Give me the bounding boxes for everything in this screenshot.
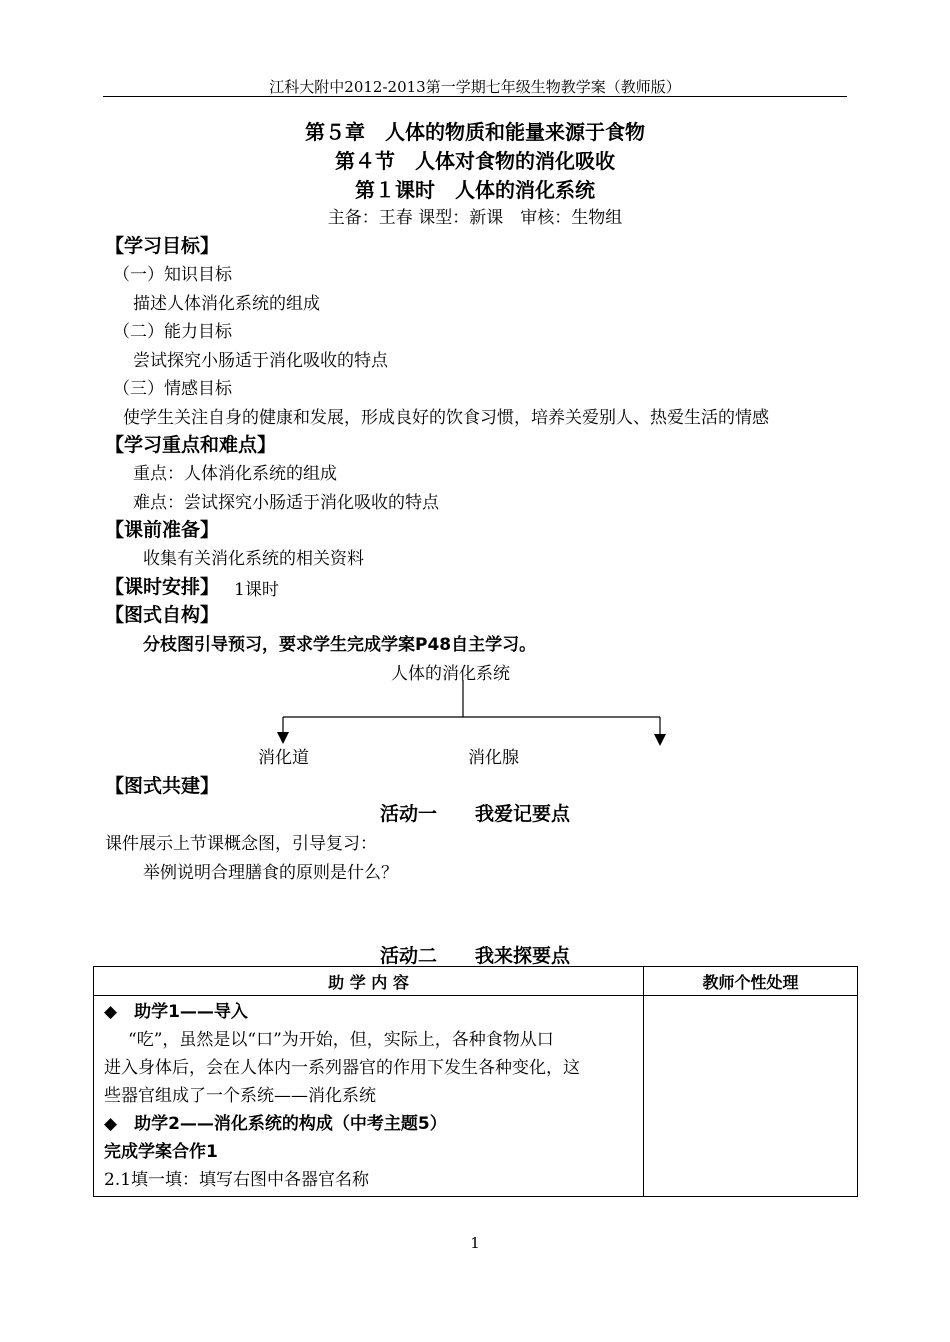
objectives-heading: 【学习目标】 xyxy=(105,235,220,257)
activity2-title: 活动二 我来探要点 xyxy=(379,945,570,967)
fill-instruction: 2.1填一填：填写右图中各器官名称 xyxy=(104,1170,370,1190)
ability-label: （二）能力目标 xyxy=(113,322,232,342)
teacher-notes-cell[interactable] xyxy=(644,996,858,1197)
running-header: 江科大附中2012-2013第一学期七年级生物教学案（教师版） xyxy=(269,78,681,96)
diagram-left-label: 消化道 xyxy=(258,748,309,768)
lesson-title: 第１课时 人体的消化系统 xyxy=(355,178,595,202)
table-header-row xyxy=(94,967,858,996)
activity1-intro: 课件展示上节课概念图，引导复习： xyxy=(105,834,377,854)
branch-connector-lines xyxy=(283,680,660,736)
section-title: 第４节 人体对食物的消化吸收 xyxy=(335,149,615,173)
help1-title: ◆ 助学1——导入 xyxy=(104,1002,248,1022)
col-header-teacher: 教师个性处理 xyxy=(644,967,858,996)
ability-text: 尝试探究小肠适于消化吸收的特点 xyxy=(133,351,388,371)
col-header-content: 助 学 内 容 xyxy=(94,967,644,996)
coop-title: 完成学案合作1 xyxy=(104,1142,218,1162)
help2-title: ◆ 助学2——消化系统的构成（中考主题5） xyxy=(104,1114,447,1134)
right-arrowhead xyxy=(654,734,666,746)
content-cell xyxy=(94,996,644,1197)
activity1-title: 活动一 我爱记要点 xyxy=(379,803,570,825)
emotion-label: （三）情感目标 xyxy=(113,379,232,399)
help1-line-3: 些器官组成了一个系统——消化系统 xyxy=(104,1086,376,1106)
difficulty-text: 难点：尝试探究小肠适于消化吸收的特点 xyxy=(133,493,439,513)
help1-line-2: 进入身体后，会在人体内一系列器官的作用下发生各种变化，这 xyxy=(104,1058,580,1078)
help1-line-1: “吃”，虽然是以“口”为开始，但，实际上，各种食物从口 xyxy=(128,1030,554,1050)
emotion-text: 使学生关注自身的健康和发展，形成良好的饮食习惯，培养关爱别人、热爱生活的情感 xyxy=(123,408,769,428)
diagram-root-label: 人体的消化系统 xyxy=(391,664,510,684)
study-content-table xyxy=(93,966,858,1197)
schedule-heading: 【课时安排】 xyxy=(105,576,220,598)
knowledge-label: （一）知识目标 xyxy=(113,265,232,285)
build-heading: 【图式共建】 xyxy=(105,775,220,797)
page-number: 1 xyxy=(470,1234,480,1252)
schedule-text: 1课时 xyxy=(234,580,279,600)
activity1-question: 举例说明合理膳食的原则是什么？ xyxy=(143,863,398,883)
prep-text: 收集有关消化系统的相关资料 xyxy=(143,549,364,569)
prep-heading: 【课前准备】 xyxy=(105,519,220,541)
keypoints-heading: 【学习重点和难点】 xyxy=(105,434,277,456)
lesson-meta: 主备：王春 课型：新课 审核：生物组 xyxy=(327,208,623,228)
diagram-right-label: 消化腺 xyxy=(468,748,519,768)
diagram-heading: 【图式自构】 xyxy=(105,604,220,626)
chapter-title: 第５章 人体的物质和能量来源于食物 xyxy=(305,120,645,144)
knowledge-text: 描述人体消化系统的组成 xyxy=(133,294,320,314)
table-row xyxy=(94,996,858,1197)
diagram-instruction: 分枝图引导预习，要求学生完成学案P48自主学习。 xyxy=(143,635,537,655)
keypoint-text: 重点：人体消化系统的组成 xyxy=(133,464,337,484)
